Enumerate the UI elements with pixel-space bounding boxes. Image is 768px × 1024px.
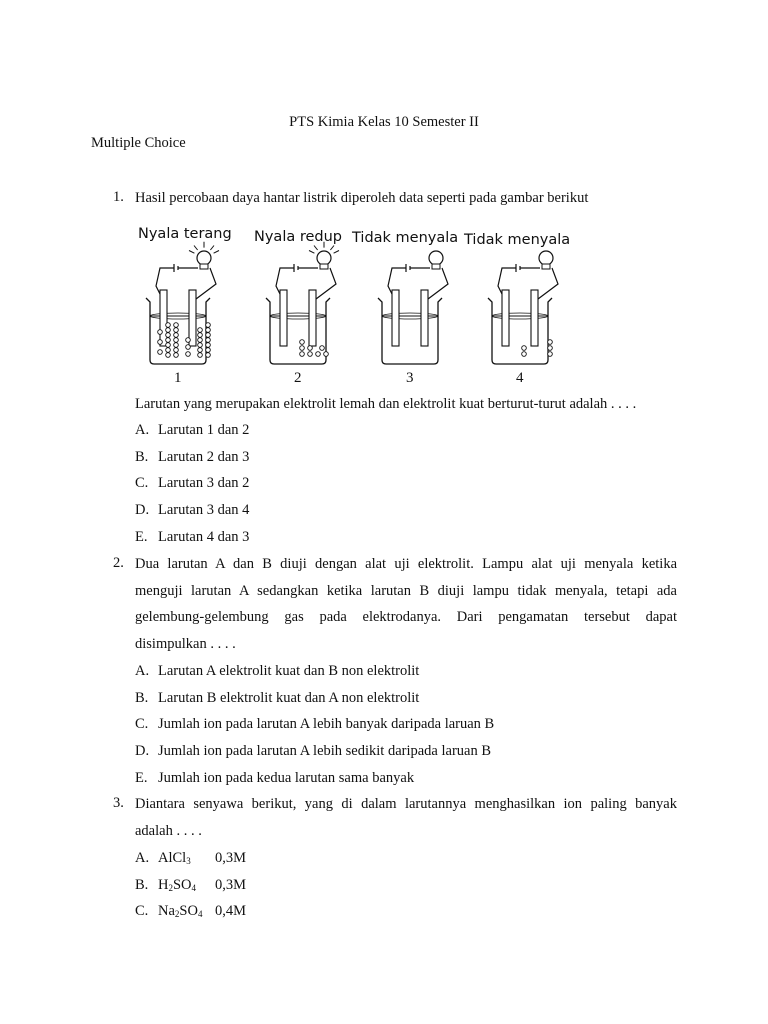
light-ray (334, 251, 339, 254)
gas-bubble (198, 343, 203, 348)
gas-bubble (166, 348, 171, 353)
beaker-number: 4 (516, 370, 524, 386)
gas-bubble (548, 340, 553, 345)
document-title: PTS Kimia Kelas 10 Semester II (289, 114, 479, 130)
gas-bubble (174, 333, 179, 338)
option-text: Jumlah ion pada kedua larutan sama banyak (158, 769, 415, 786)
question-text-line: Diantara senyawa berikut, yang di dalam larutannya menghasilkan ion paling banyak (135, 796, 677, 812)
gas-bubble (186, 338, 191, 343)
lamp-icon (539, 251, 553, 265)
gas-bubble (166, 343, 171, 348)
lamp-icon (317, 251, 331, 265)
gas-bubble (198, 338, 203, 343)
electrode (280, 290, 287, 346)
option-text: Larutan 2 dan 3 (158, 448, 250, 465)
answer-option-c (135, 473, 249, 493)
beaker-number: 3 (406, 370, 414, 386)
gas-bubble (308, 352, 313, 357)
option-label: A. (135, 850, 150, 866)
gas-bubble (186, 352, 191, 357)
formula-element: SO (179, 903, 198, 920)
electrode (160, 290, 167, 346)
beaker (488, 298, 552, 364)
gas-bubble (206, 343, 211, 348)
option-label: A. (135, 422, 150, 438)
formula-subscript: 4 (191, 882, 197, 893)
gas-bubble (324, 352, 329, 357)
electrode (502, 290, 509, 346)
lamp-base (320, 264, 328, 269)
option-label: D. (135, 502, 150, 519)
answer-option-d (135, 500, 249, 520)
question-number: 2. (113, 555, 124, 571)
answer-option-b (135, 447, 249, 467)
gas-bubble (158, 340, 163, 345)
formula-element: Al (158, 850, 173, 866)
lamp-base (542, 264, 550, 269)
gas-bubble (166, 333, 171, 338)
gas-bubble (522, 346, 527, 351)
observation-label: Nyala terang (138, 226, 232, 242)
observation-label: Tidak menyala (352, 230, 459, 246)
gas-bubble (166, 353, 171, 358)
answer-option-d (135, 741, 491, 761)
option-label: C. (135, 903, 149, 920)
electrode (392, 290, 399, 346)
chemical-formula (158, 848, 215, 871)
option-text: Larutan 3 dan 2 (158, 475, 250, 492)
option-text: Larutan 3 dan 4 (158, 502, 250, 519)
concentration: 0,3M (215, 876, 247, 893)
option-text: Jumlah ion pada larutan A lebih sedikit daripada laruan B (158, 743, 492, 760)
lamp-base (432, 264, 440, 269)
answer-option-b (135, 688, 419, 708)
light-ray (189, 251, 194, 254)
option-label: B. (135, 689, 149, 706)
light-ray (194, 246, 198, 251)
answer-option-a (135, 848, 246, 871)
gas-bubble (174, 348, 179, 353)
electrode (531, 290, 538, 346)
question-text-line: disimpulkan . . . . (135, 635, 236, 652)
concentration: 0,3M (215, 850, 247, 866)
beaker-number: 1 (174, 370, 182, 386)
gas-bubble (198, 328, 203, 333)
gas-bubble (158, 350, 163, 355)
option-text: Larutan B elektrolit kuat dan A non elektrolit (158, 689, 420, 706)
question-text-line: adalah . . . . (135, 822, 202, 839)
lamp-base (200, 264, 208, 269)
gas-bubble (300, 340, 305, 345)
gas-bubble (174, 328, 179, 333)
gas-bubble (206, 328, 211, 333)
light-ray (210, 246, 214, 251)
answer-option-e (135, 768, 414, 788)
formula-element: SO (172, 876, 192, 893)
lamp-icon (197, 251, 211, 265)
gas-bubble (300, 346, 305, 351)
gas-bubble (166, 323, 171, 328)
gas-bubble (174, 323, 179, 328)
gas-bubble (300, 352, 305, 357)
option-label: B. (135, 876, 149, 893)
question-text-line: Dua larutan A dan B diuji dengan alat uji elektrolit. Lampu alat uji menyala ketika (135, 556, 677, 572)
option-label: C. (135, 475, 149, 492)
gas-bubble (198, 348, 203, 353)
electrode (309, 290, 316, 346)
option-text: Larutan 4 dan 3 (158, 528, 250, 545)
answer-option-b (135, 875, 246, 898)
option-label: B. (135, 448, 149, 465)
question-number: 3. (113, 795, 124, 811)
gas-bubble (186, 345, 191, 350)
answer-option-c (135, 714, 494, 734)
question-text-line: gelembung-gelembung gas pada elektrodanya. Dari pengamatan tersebut dapat (135, 609, 677, 626)
gas-bubble (166, 328, 171, 333)
electrode (189, 290, 196, 346)
gas-bubble (206, 348, 211, 353)
gas-bubble (320, 346, 325, 351)
option-label: C. (135, 716, 149, 733)
concentration: 0,4M (215, 903, 247, 920)
answer-option-e (135, 527, 249, 547)
gas-bubble (198, 333, 203, 338)
option-label: A. (135, 663, 150, 679)
formula-element: H (158, 876, 169, 893)
light-ray (309, 251, 314, 254)
gas-bubble (206, 323, 211, 328)
answer-option-a (135, 661, 419, 681)
formula-element: Cl (172, 850, 187, 866)
question-prompt: Larutan yang merupakan elektrolit lemah dan elektrolit kuat berturut-turut adalah . . . . (135, 396, 637, 412)
formula-element: Na (158, 903, 175, 920)
gas-bubble (206, 338, 211, 343)
light-ray (330, 246, 334, 251)
beaker-number: 2 (294, 370, 302, 386)
chemical-formula (158, 875, 215, 898)
option-text: Larutan A elektrolit kuat dan B non elektrolit (158, 663, 420, 679)
question-text: Hasil percobaan daya hantar listrik diperoleh data seperti pada gambar berikut (135, 190, 589, 206)
electrolyte-test-figure (130, 220, 580, 390)
beaker (378, 298, 442, 364)
gas-bubble (174, 343, 179, 348)
gas-bubble (206, 333, 211, 338)
question-text (135, 551, 677, 657)
answer-option-c (135, 901, 246, 924)
answer-option-a (135, 420, 249, 440)
figure-svg (130, 220, 580, 390)
observation-label: Nyala redup (254, 229, 342, 245)
question-number: 1. (113, 189, 124, 205)
lamp-icon (429, 251, 443, 265)
electrode (421, 290, 428, 346)
light-ray (314, 246, 318, 251)
formula-subscript: 4 (197, 909, 203, 920)
gas-bubble (158, 330, 163, 335)
option-text: Jumlah ion pada larutan A lebih banyak daripada laruan B (158, 716, 495, 733)
light-ray (214, 251, 219, 254)
formula-subscript: 3 (186, 856, 191, 866)
chemical-formula (158, 901, 215, 924)
option-label: D. (135, 743, 150, 760)
gas-bubble (548, 346, 553, 351)
gas-bubble (198, 353, 203, 358)
section-heading: Multiple Choice (91, 135, 186, 151)
option-label: E. (135, 769, 148, 786)
gas-bubble (316, 352, 321, 357)
formula-subscript: 2 (168, 882, 173, 893)
gas-bubble (206, 353, 211, 358)
option-text: Larutan 1 dan 2 (158, 422, 250, 438)
question-text (135, 791, 677, 844)
gas-bubble (522, 352, 527, 357)
gas-bubble (548, 352, 553, 357)
gas-bubble (308, 346, 313, 351)
gas-bubble (166, 338, 171, 343)
question-text-line: menguji larutan A sedangkan ketika larutan B diuji lampu tidak menyala, tetapi ada (135, 582, 677, 599)
observation-label: Tidak menyala (464, 232, 571, 248)
option-label: E. (135, 528, 148, 545)
gas-bubble (174, 338, 179, 343)
formula-subscript: 2 (174, 909, 180, 920)
gas-bubble (174, 353, 179, 358)
